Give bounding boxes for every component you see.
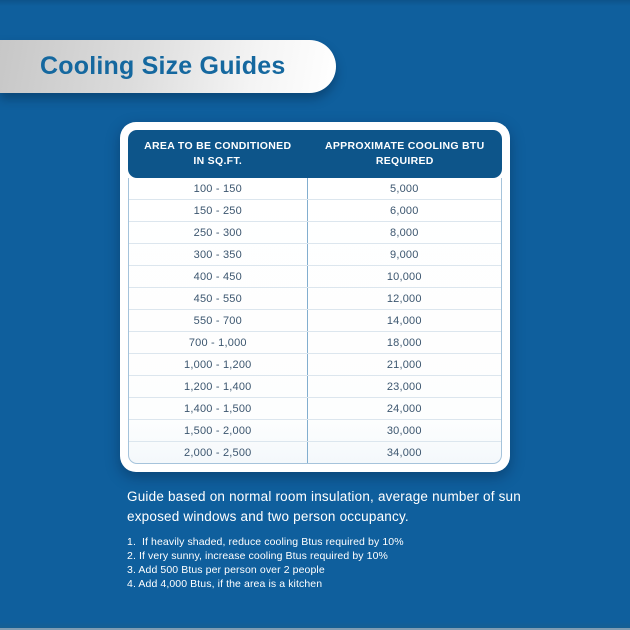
note-item: 1. If heavily shaded, reduce cooling Btus required by 10% — [127, 536, 404, 548]
btu-cell: 23,000 — [386, 380, 422, 393]
area-cell: 1,000 - 1,200 — [129, 354, 308, 375]
btu-cell: 24,000 — [386, 402, 422, 415]
notes-list — [127, 536, 404, 591]
column-header-area-line1: AREA TO BE CONDITIONED — [144, 139, 292, 152]
btu-cell: 12,000 — [386, 292, 422, 305]
area-cell: 550 - 700 — [129, 310, 308, 331]
btu-cell: 21,000 — [386, 358, 422, 371]
table-body — [128, 178, 502, 464]
btu-cell: 8,000 — [390, 226, 419, 239]
table-row — [129, 288, 501, 310]
table-row — [129, 310, 501, 332]
table-row — [129, 266, 501, 288]
area-cell: 150 - 250 — [129, 200, 308, 221]
cooling-size-table-card — [120, 122, 510, 472]
note-item: 3. Add 500 Btus per person over 2 people — [127, 563, 325, 576]
area-cell: 1,500 - 2,000 — [129, 420, 308, 441]
area-cell: 2,000 - 2,500 — [129, 442, 308, 463]
table-row — [129, 222, 501, 244]
btu-cell: 34,000 — [386, 446, 422, 459]
btu-cell: 18,000 — [386, 336, 422, 349]
area-cell: 400 - 450 — [129, 266, 308, 287]
table-row — [129, 244, 501, 266]
note-item: 2. If very sunny, increase cooling Btus required by 10% — [127, 549, 388, 562]
area-cell: 100 - 150 — [129, 178, 308, 199]
area-cell: 450 - 550 — [129, 288, 308, 309]
area-cell: 700 - 1,000 — [129, 332, 308, 353]
column-header-btu-line2: REQUIRED — [375, 155, 434, 167]
table-header-row — [128, 130, 502, 178]
btu-cell: 14,000 — [386, 314, 422, 327]
table-row — [129, 354, 501, 376]
table-row — [129, 398, 501, 420]
area-cell: 250 - 300 — [129, 222, 308, 243]
note-item: 4. Add 4,000 Btus, if the area is a kitchen — [127, 577, 323, 590]
table-row — [129, 178, 501, 200]
btu-cell: 9,000 — [390, 248, 419, 261]
table-row — [129, 332, 501, 354]
area-cell: 1,400 - 1,500 — [129, 398, 308, 419]
btu-cell: 6,000 — [390, 204, 419, 217]
column-header-area-line2: IN SQ.FT. — [193, 155, 243, 167]
table-row — [129, 420, 501, 442]
page-title: Cooling Size Guides — [40, 52, 286, 80]
table-row — [129, 376, 501, 398]
column-header-btu-line1: APPROXIMATE COOLING BTU — [324, 139, 485, 152]
guide-paragraph: Guide based on normal room insulation, average number of sun exposed windows and two person occupancy. — [127, 489, 521, 524]
btu-cell: 5,000 — [390, 182, 419, 195]
area-cell: 300 - 350 — [129, 244, 308, 265]
title-banner — [0, 40, 336, 93]
table-row — [129, 442, 501, 463]
btu-cell: 10,000 — [386, 270, 422, 283]
btu-cell: 30,000 — [386, 424, 422, 437]
table-row — [129, 200, 501, 222]
column-header-area — [128, 139, 308, 169]
area-cell: 1,200 - 1,400 — [129, 376, 308, 397]
column-header-btu — [308, 139, 502, 169]
